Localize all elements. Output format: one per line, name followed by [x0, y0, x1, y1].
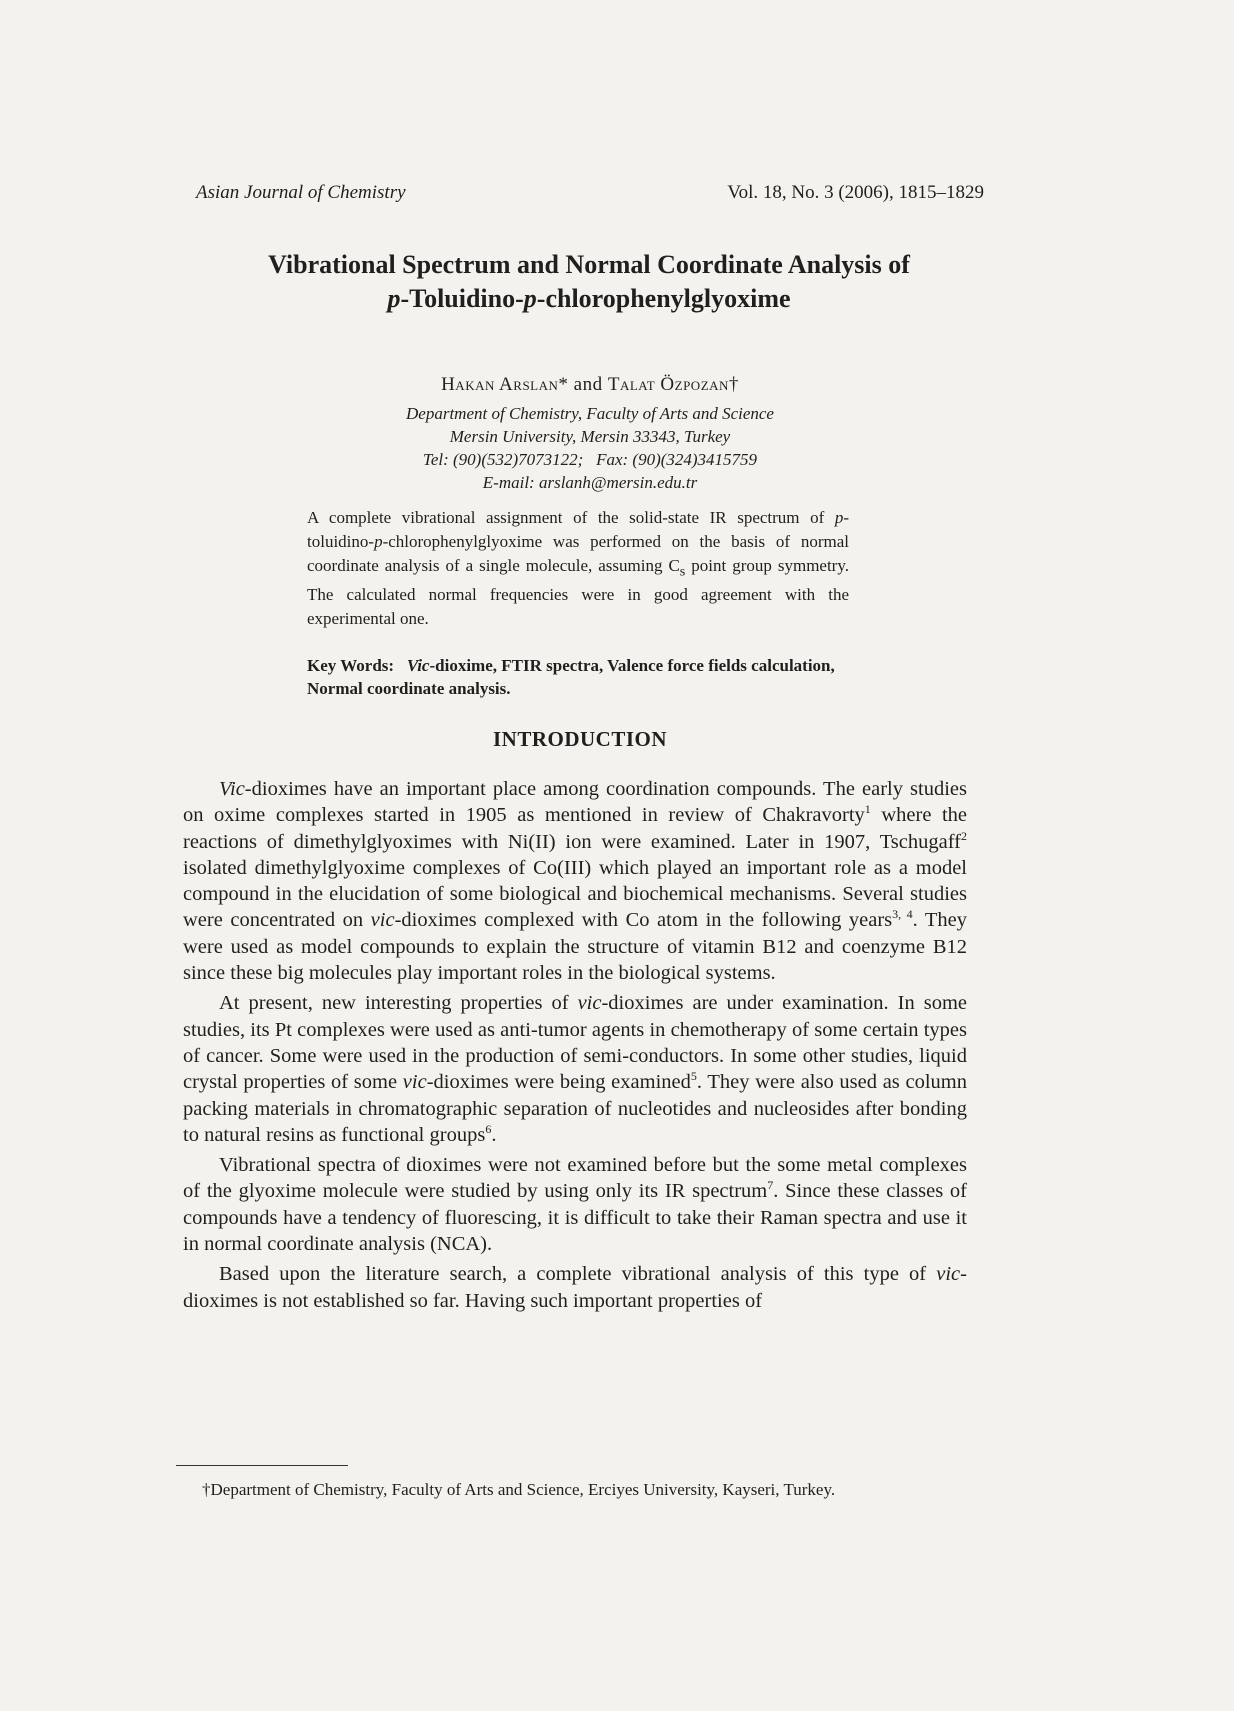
- keywords-label: Key Words:: [307, 656, 395, 675]
- title-line-1: Vibrational Spectrum and Normal Coordinate Analysis of: [268, 250, 910, 279]
- p2-seg-3: -dioximes were being examined: [426, 1071, 691, 1094]
- p4-seg-1: Based upon the literature search, a complete vibrational analysis of this type of: [219, 1263, 937, 1286]
- p4-italic-vic: vic: [936, 1263, 961, 1286]
- fax: Fax: (90)(324)3415759: [596, 450, 758, 469]
- footnote: †Department of Chemistry, Faculty of Arts and Science, Erciyes University, Kayseri, Turkey.: [202, 1480, 836, 1499]
- abstract-seg-2: -toluidino-: [307, 508, 849, 551]
- p1-italic-vic: Vic: [219, 778, 245, 800]
- author-1: Hakan Arslan*: [441, 374, 569, 395]
- title-line-2: [190, 282, 988, 316]
- abstract-seg-3: -chlorophenylglyoxime was performed on the basis of normal coordinate analysis of a single molecule, assuming C: [307, 532, 849, 575]
- p2-italic-vic: vic: [577, 992, 602, 1015]
- keywords: [307, 654, 849, 700]
- paragraph-2: [183, 990, 967, 1148]
- volume-info: Vol. 18, No. 3 (2006), 1815–1829: [727, 182, 984, 203]
- p2-seg-2: -dioximes are under examination. In some studies, its Pt complexes were used as anti-tumor agents in chemotherapy of some certain types of cancer. Some were used in the production of semi-conductors. In some other studies, liquid crystal properties of some: [183, 992, 967, 1094]
- affiliation-line-2: Mersin University, Mersin 33343, Turkey: [449, 427, 731, 446]
- p2-seg-4: . They were also used as column packing materials in chromatographic separation of nucleotides and nucleosides after bonding to natural resins as functional groups: [183, 1071, 967, 1146]
- author-list: [240, 374, 940, 396]
- affiliation: [240, 402, 940, 494]
- p1-seg-1: -dioximes have an important place among coordination compounds. The early studies on oxime complexes started in 1905 as mentioned in review of Chakravorty: [183, 778, 967, 827]
- paragraph-3: [183, 1152, 967, 1257]
- reference-2: 2: [961, 828, 967, 843]
- reference-6: 6: [485, 1122, 492, 1137]
- abstract-seg-4: point group symmetry. The calculated normal frequencies were in good agreement with the experimental one.: [307, 556, 849, 629]
- title-seg-2: -chlorophenylglyoxime: [536, 284, 791, 313]
- abstract-italic-2: p: [374, 532, 383, 551]
- title-italic-p2: p: [523, 284, 537, 313]
- p2-italic-vic-2: vic: [402, 1071, 427, 1094]
- p1-seg-5: . They were used as model compounds to explain the structure of vitamin B12 and coenzyme B12 since these big molecules play important roles in the biological systems.: [183, 909, 967, 985]
- contact-phones: [240, 448, 940, 471]
- p4-seg-2: -dioximes is not established so far. Having such important properties of: [183, 1263, 967, 1312]
- journal-name: Asian Journal of Chemistry: [196, 182, 406, 203]
- abstract: [307, 506, 849, 631]
- paragraph-4: [183, 1261, 967, 1314]
- footnote-rule: [176, 1465, 348, 1466]
- p1-seg-3: isolated dimethylglyoxime complexes of Co(III) which played an important role as a model compound in the elucidation of some biological and biochemical mechanisms. Several studies were concentrated on: [183, 856, 967, 932]
- abstract-seg-1: A complete vibrational assignment of the solid-state IR spectrum of: [307, 508, 835, 527]
- title-italic-p1: p: [387, 284, 401, 313]
- reference-7: 7: [767, 1178, 774, 1193]
- keywords-italic: Vic: [406, 656, 430, 675]
- p1-italic-vic-2: vic: [370, 909, 395, 932]
- p1-seg-4: -dioximes complexed with Co atom in the following years: [394, 909, 893, 932]
- p3-seg-2: . Since these classes of compounds have a tendency of fluorescing, it is difficult to take their Raman spectra and use it in normal coordinate analysis (NCA).: [183, 1180, 967, 1256]
- telephone: Tel: (90)(532)7073122;: [422, 450, 584, 469]
- reference-5: 5: [690, 1069, 697, 1084]
- author-2: Talat Özpozan†: [607, 374, 739, 395]
- reference-3-4: 3, 4: [892, 907, 913, 922]
- paragraph-1: [183, 776, 967, 986]
- p2-seg-1: At present, new interesting properties of: [219, 992, 578, 1015]
- keywords-text: -dioxime, FTIR spectra, Valence force fields calculation, Normal coordinate analysis.: [307, 656, 835, 698]
- p3-seg-1: Vibrational spectra of dioximes were not examined before but the some metal complexes of the glyoxime molecule were studied by using only its IR spectrum: [183, 1154, 967, 1203]
- paper-title: [190, 248, 988, 316]
- reference-1: 1: [864, 802, 871, 817]
- title-seg-1: -Toluidino-: [400, 284, 524, 313]
- body-text: [183, 776, 967, 1318]
- email: E-mail: arslanh@mersin.edu.tr: [482, 473, 698, 492]
- abstract-italic-1: p: [834, 508, 844, 527]
- p1-seg-2: where the reactions of dimethylglyoximes with Ni(II) ion were examined. Later in 1907, Tschugaff: [183, 804, 967, 853]
- affiliation-line-1: Department of Chemistry, Faculty of Arts and Science: [406, 404, 774, 423]
- running-head: [196, 182, 984, 208]
- author-conjunction: and: [573, 374, 603, 395]
- section-heading: INTRODUCTION: [492, 727, 668, 751]
- p2-seg-5: .: [491, 1123, 497, 1146]
- abstract-subscript: s: [679, 563, 686, 580]
